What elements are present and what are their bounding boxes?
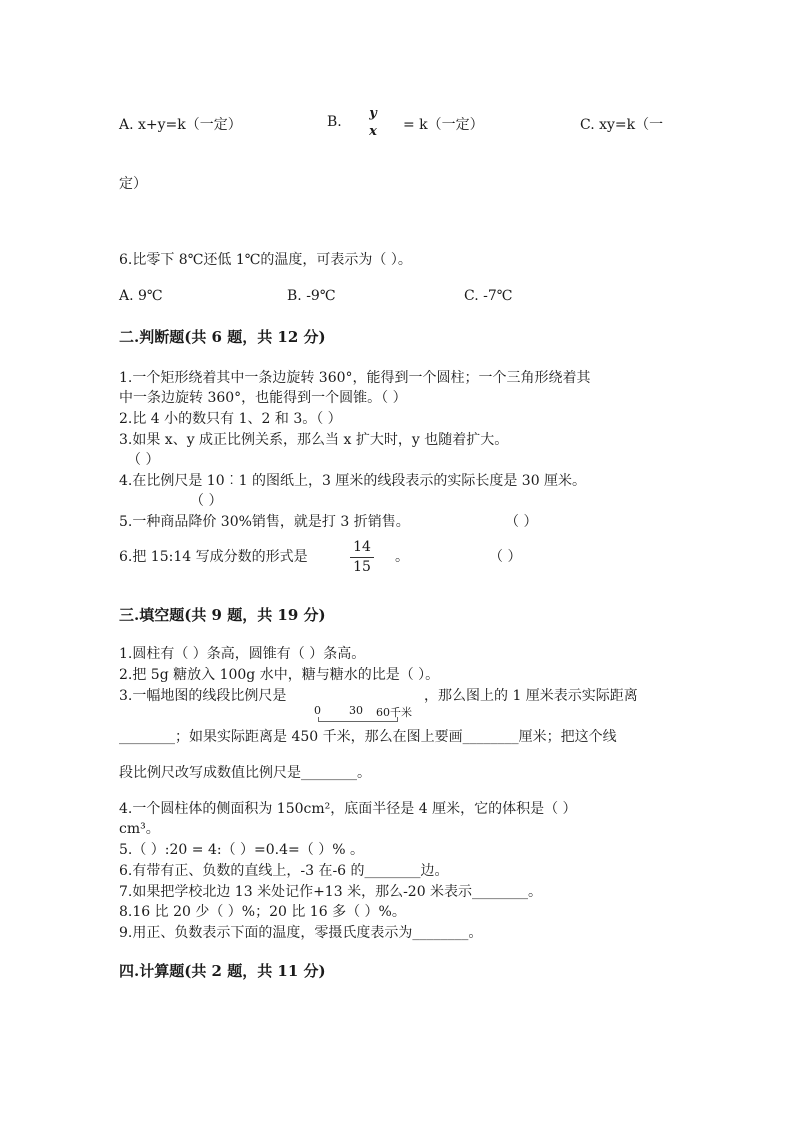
- judge-item-1b: 中一条边旋转 360°，也能得到一个圆锥。（ ）: [119, 390, 407, 406]
- scale-label-0: 0: [314, 704, 321, 717]
- judge-item-6-blank: （ ）: [489, 549, 522, 565]
- judge-item-6: 6.把 15:14 写成分数的形式是: [119, 549, 308, 565]
- judge-item-6-period: 。: [395, 549, 409, 565]
- option-c-continued: 定）: [119, 176, 147, 192]
- fill-item-3b: ，那么图上的 1 厘米表示实际距离: [424, 688, 638, 704]
- option-b-rest: = k（一定）: [403, 117, 484, 133]
- fill-item-5: 5.（ ）:20 = 4:（ ）=0.4=（ ）% 。: [119, 842, 364, 858]
- fill-item-1: 1.圆柱有（ ）条高，圆锥有（ ）条高。: [119, 646, 366, 662]
- fill-item-3a: 3.一幅地图的线段比例尺是: [119, 688, 287, 704]
- option-b-label: B.: [327, 114, 342, 130]
- question-6-stem: 6.比零下 8℃还低 1℃的温度，可表示为（ ）。: [119, 252, 412, 268]
- fraction-denominator: 15: [353, 559, 371, 575]
- judge-item-5: 5.一种商品降价 30%销售，就是打 3 折销售。: [119, 514, 410, 530]
- fill-item-4-unit: cm³。: [119, 821, 160, 837]
- judge-item-6-fraction: [350, 539, 374, 576]
- judge-item-3-blank: （ ）: [127, 452, 160, 468]
- fill-item-8: 8.16 比 20 少（ ）%；20 比 16 多（ ）%。: [119, 904, 406, 920]
- fill-item-3c: ________；如果实际距离是 450 千米，那么在图上要画________厘米；把这个线: [119, 729, 617, 745]
- question-6-option-c: C. -7℃: [464, 288, 513, 304]
- judge-item-3: 3.如果 x、y 成正比例关系，那么当 x 扩大时，y 也随着扩大。: [119, 432, 509, 448]
- judge-item-4-blank: （ ）: [190, 493, 223, 509]
- fill-item-3d: 段比例尺改写成数值比例尺是________。: [119, 765, 371, 781]
- option-a: A. x+y=k（一定）: [119, 117, 242, 133]
- fraction-numerator: 14: [353, 539, 371, 555]
- option-b-numerator: y: [369, 106, 377, 121]
- option-c: C. xy=k（一: [580, 117, 664, 133]
- fill-item-4: 4.一个圆柱体的侧面积为 150cm²，底面半径是 4 厘米，它的体积是（ ）: [119, 801, 577, 817]
- fill-item-9: 9.用正、负数表示下面的温度，零摄氏度表示为________。: [119, 925, 483, 941]
- option-b-fraction: [362, 105, 384, 140]
- judge-item-2: 2.比 4 小的数只有 1、2 和 3。（ ）: [119, 411, 342, 427]
- section-2-heading: 二.判断题(共 6 题，共 12 分): [119, 328, 326, 346]
- fill-item-6: 6.有带有正、负数的直线上，-3 在-6 的________边。: [119, 863, 449, 879]
- section-3-heading: 三.填空题(共 9 题，共 19 分): [119, 606, 326, 624]
- section-4-heading: 四.计算题(共 2 题，共 11 分): [119, 962, 326, 980]
- fill-item-7: 7.如果把学校北边 13 米处记作+13 米，那么-20 米表示________。: [119, 884, 543, 900]
- judge-item-5-blank: （ ）: [505, 514, 538, 530]
- question-6-option-b: B. -9℃: [287, 288, 336, 304]
- option-b-denominator: x: [369, 124, 377, 139]
- judge-item-4: 4.在比例尺是 10︰1 的图纸上，3 厘米的线段表示的实际长度是 30 厘米。: [119, 473, 587, 489]
- judge-item-1a: 1.一个矩形绕着其中一条边旋转 360°，能得到一个圆柱；一个三角形绕着其: [119, 370, 591, 386]
- fill-item-2: 2.把 5g 糖放入 100g 水中，糖与糖水的比是（ ）。: [119, 667, 440, 683]
- scale-label-60: 60千米: [376, 706, 412, 719]
- scale-bar: [318, 717, 398, 722]
- question-6-option-a: A. 9℃: [119, 288, 163, 304]
- scale-label-30: 30: [349, 704, 363, 717]
